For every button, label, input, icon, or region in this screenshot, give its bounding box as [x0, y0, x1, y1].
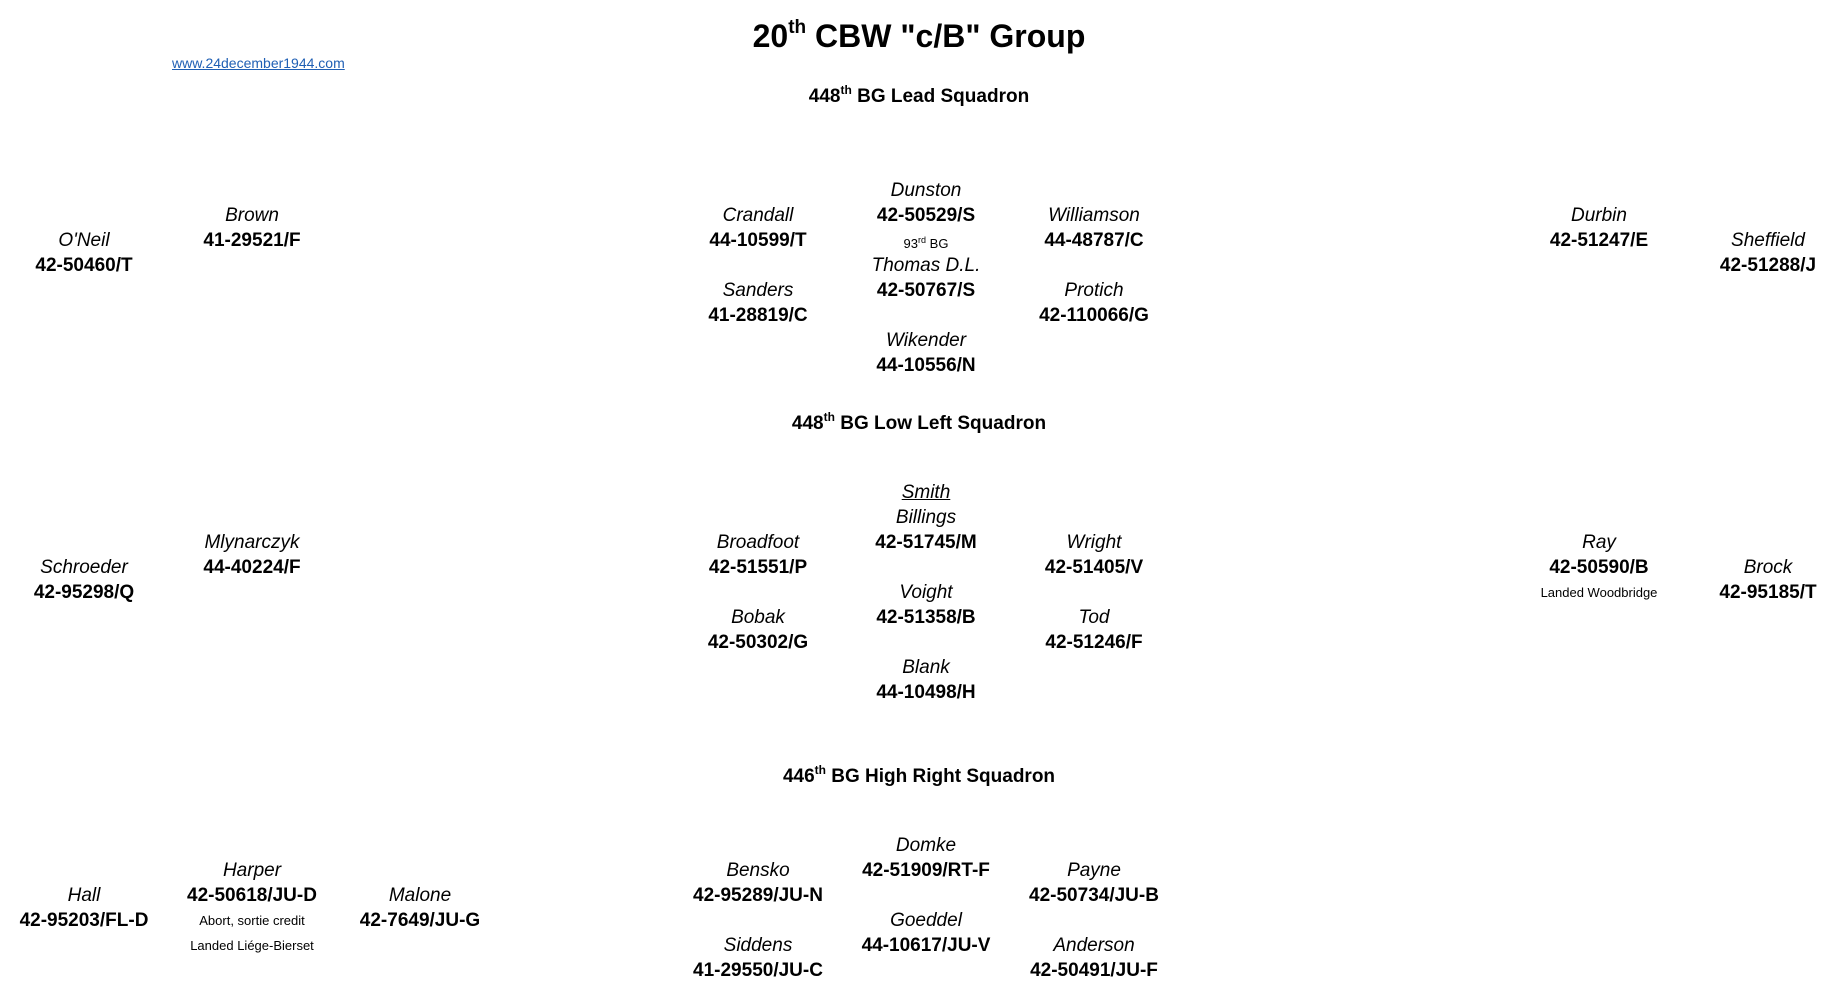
- pilot-name: Sanders: [722, 280, 794, 301]
- pilot-name: Protich: [1064, 280, 1124, 301]
- aircraft-malone: [310, 883, 530, 933]
- pilot-name: Brown: [225, 205, 279, 226]
- pilot-name: Ray: [1582, 532, 1616, 553]
- pilot-name: Anderson: [1053, 935, 1135, 956]
- aircraft-serial: 42-50529/S: [876, 205, 976, 226]
- aircraft-serial: 42-50590/B: [1549, 557, 1649, 578]
- pilot-name: Mlynarczyk: [204, 532, 300, 553]
- copilot-name: Billings: [895, 507, 957, 528]
- pilot-name: Brock: [1743, 557, 1793, 578]
- pilot-name: Thomas D.L.: [871, 255, 981, 276]
- pilot-name: Siddens: [723, 935, 793, 956]
- pilot-name: Voight: [899, 582, 953, 603]
- pilot-name: Domke: [895, 835, 957, 856]
- aircraft-serial: 42-50734/JU-B: [1029, 885, 1159, 906]
- pilot-name: Wright: [1066, 532, 1122, 553]
- aircraft-serial: 42-51358/B: [876, 607, 976, 628]
- aircraft-mlynarczyk: [142, 530, 362, 580]
- pilot-name: Bobak: [731, 607, 785, 628]
- aircraft-serial: 44-10599/T: [709, 230, 807, 251]
- aircraft-serial: 42-50460/T: [35, 255, 133, 276]
- aircraft-wright: [984, 530, 1204, 580]
- aircraft-blank: [816, 655, 1036, 705]
- aircraft-note: Landed Woodbridge: [1540, 585, 1658, 600]
- aircraft-williamson: [984, 203, 1204, 253]
- aircraft-serial: 42-51551/P: [708, 557, 808, 578]
- aircraft-brock: [1658, 555, 1838, 605]
- squadron-title-high-right: 446th BG High Right Squadron: [782, 763, 1056, 787]
- pilot-name: Harper: [222, 860, 282, 881]
- aircraft-serial: 42-95185/T: [1719, 582, 1817, 603]
- pilot-name: Wikender: [885, 330, 967, 351]
- aircraft-serial: 42-51405/V: [1044, 557, 1144, 578]
- pilot-name: Goeddel: [890, 910, 962, 931]
- aircraft-bobak: [648, 605, 868, 655]
- aircraft-serial: 42-51246/F: [1045, 632, 1143, 653]
- aircraft-serial: 42-51247/E: [1549, 230, 1649, 251]
- pilot-name: Williamson: [1048, 205, 1140, 226]
- aircraft-serial: 41-28819/C: [708, 305, 808, 326]
- aircraft-serial: 44-10498/H: [876, 682, 976, 703]
- aircraft-serial: 42-51745/M: [875, 532, 977, 553]
- aircraft-serial: 44-10617/JU-V: [861, 935, 991, 956]
- aircraft-serial: 41-29550/JU-C: [693, 960, 823, 981]
- pilot-name: Schroeder: [40, 557, 128, 578]
- pilot-name: Bensko: [726, 860, 790, 881]
- pilot-name: Dunston: [890, 180, 962, 201]
- pilot-name: Durbin: [1571, 205, 1627, 226]
- pilot-name: Sheffield: [1731, 230, 1805, 251]
- squadron-title-lead: 448th BG Lead Squadron: [808, 83, 1030, 107]
- aircraft-brown: [142, 203, 362, 253]
- aircraft-serial: 42-110066/G: [1039, 305, 1149, 326]
- aircraft-sheffield: [1658, 228, 1838, 278]
- pilot-name: Tod: [1078, 607, 1110, 628]
- squadron-title-low-left: 448th BG Low Left Squadron: [791, 410, 1047, 434]
- aircraft-serial: 42-95203/FL-D: [19, 910, 149, 931]
- aircraft-payne: [984, 858, 1204, 908]
- pilot-name: O'Neil: [58, 230, 110, 251]
- aircraft-serial: 42-50767/S: [876, 280, 976, 301]
- aircraft-serial: 42-50491/JU-F: [1030, 960, 1158, 981]
- pilot-name: Blank: [902, 657, 950, 678]
- aircraft-serial: 42-95289/JU-N: [693, 885, 823, 906]
- aircraft-serial: 42-50302/G: [707, 632, 809, 653]
- aircraft-serial: 44-10556/N: [876, 355, 976, 376]
- pilot-name: Hall: [67, 885, 101, 906]
- aircraft-note: Abort, sortie credit: [199, 913, 305, 928]
- aircraft-note: 93rd BG: [903, 235, 949, 251]
- pilot-name: Broadfoot: [716, 532, 800, 553]
- aircraft-serial: 42-7649/JU-G: [359, 910, 481, 931]
- pilot-name: Malone: [388, 885, 452, 906]
- aircraft-note: Landed Liége-Bierset: [190, 938, 314, 953]
- aircraft-serial: 42-95298/Q: [33, 582, 135, 603]
- pilot-name: Payne: [1067, 860, 1121, 881]
- aircraft-serial: 41-29521/F: [203, 230, 301, 251]
- website-link[interactable]: www.24december1944.com: [172, 55, 345, 71]
- aircraft-protich: [984, 278, 1204, 328]
- aircraft-sanders: [648, 278, 868, 328]
- aircraft-serial: 42-51288/J: [1719, 255, 1817, 276]
- aircraft-serial: 44-40224/F: [203, 557, 301, 578]
- aircraft-serial: 42-51909/RT-F: [862, 860, 990, 881]
- aircraft-bensko: [648, 858, 868, 908]
- pilot-name: Smith: [901, 482, 951, 503]
- aircraft-broadfoot: [648, 530, 868, 580]
- aircraft-tod: [984, 605, 1204, 655]
- aircraft-wikender: [816, 328, 1036, 378]
- page-title: 20th CBW "c/B" Group: [752, 17, 1086, 54]
- aircraft-serial: 44-48787/C: [1044, 230, 1144, 251]
- aircraft-serial: 42-50618/JU-D: [187, 885, 317, 906]
- pilot-name: Crandall: [722, 205, 794, 226]
